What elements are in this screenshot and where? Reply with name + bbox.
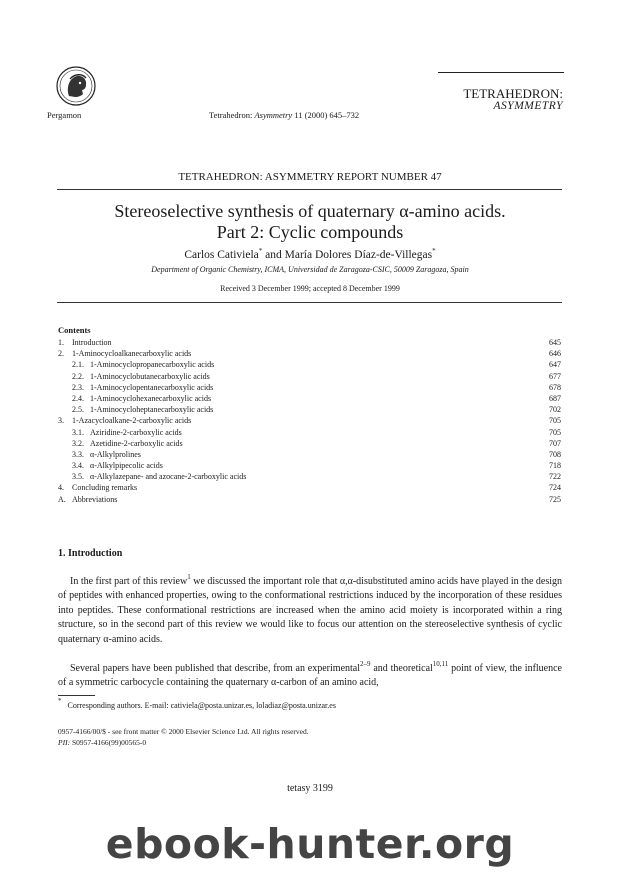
toc-number: 2.2.	[72, 371, 84, 381]
toc-number: 4.	[58, 483, 64, 493]
watermark: ebook-hunter.org	[105, 820, 515, 868]
toc-entry	[58, 371, 561, 382]
toc-page: 687	[549, 393, 561, 403]
toc-page: 725	[549, 494, 561, 504]
toc-number: 1.	[58, 338, 64, 347]
toc-label: 1-Aminocycloalkanecarboxylic acids	[72, 349, 192, 359]
article-title: Stereoselective synthesis of quaternary α-amino acids. Part 2: Cyclic compounds	[114, 201, 506, 242]
toc-number: 3.	[58, 416, 64, 426]
toc-entry	[58, 494, 561, 505]
toc-entry	[58, 404, 561, 415]
report-number: TETRAHEDRON: ASYMMETRY REPORT NUMBER 47	[178, 171, 442, 183]
paragraph: In the first part of this review$^1$ we discussed the important role that α,α-disubstituted amino acids have played in the design of peptides with enhanced properties, owing to the conformational restrictions induced by the incorporation of these residues into peptides. These conformational restrictions are increased when the amino acid moiety is incorporated within a ring structure, so in the second part of this review we would like to focus our attention on the stereoselective synthesis of cyclic quaternary α-amino acids.	[58, 573, 563, 645]
toc-label: α-Alkylpipecolic acids	[90, 461, 163, 471]
toc-label: 1-Azacycloalkane-2-carboxylic acids	[72, 416, 192, 426]
toc-entry	[58, 449, 561, 460]
toc-number: 3.5.	[72, 472, 84, 482]
toc-number: 3.2.	[72, 438, 84, 448]
toc-number: 3.4.	[72, 461, 84, 471]
toc-number: 2.1.	[72, 360, 84, 370]
toc-page: 677	[549, 371, 561, 381]
toc-number: 2.4.	[72, 393, 84, 403]
toc-number: 3.1.	[72, 427, 84, 437]
pergamon-logo	[56, 66, 96, 106]
journal-rule	[438, 72, 564, 73]
toc-entry	[58, 382, 561, 393]
toc-page: 647	[549, 360, 561, 370]
toc-number: 2.3.	[72, 382, 84, 392]
table-of-contents	[58, 337, 561, 505]
toc-label: α-Alkylprolines	[90, 449, 141, 459]
affiliation: Department of Organic Chemistry, ICMA, Universidad de Zaragoza-CSIC, 50009 Zaragoza, Spain	[151, 265, 469, 274]
toc-page: 705	[549, 416, 561, 426]
divider	[57, 189, 562, 190]
journal-citation: Tetrahedron: Asymmetry 11 (2000) 645–732	[209, 110, 360, 120]
toc-label: Concluding remarks	[72, 483, 138, 493]
footnote: * Corresponding authors. E-mail: cativiela@posta.unizar.es, loladiaz@posta.unizar.es	[58, 697, 336, 710]
toc-page: 702	[549, 405, 561, 415]
toc-page: 645	[549, 338, 561, 347]
toc-page: 722	[549, 472, 561, 482]
toc-page: 707	[549, 438, 561, 448]
toc-page: 718	[549, 461, 561, 471]
toc-entry	[58, 427, 561, 438]
received-dates: Received 3 December 1999; accepted 8 December 1999	[220, 284, 400, 293]
toc-label: Azetidine-2-carboxylic acids	[90, 438, 183, 448]
toc-page: 678	[549, 382, 561, 392]
divider	[57, 302, 562, 303]
toc-entry	[58, 438, 561, 449]
document-code: tetasy 3199	[287, 783, 333, 794]
toc-entry	[58, 482, 561, 493]
toc-label: 1-Aminocyclobutanecarboxylic acids	[90, 371, 210, 381]
toc-entry	[58, 348, 561, 359]
toc-entry	[58, 359, 561, 370]
toc-page: 708	[549, 449, 561, 459]
footnote-rule	[58, 695, 95, 696]
toc-label: 1-Aminocyclohexanecarboxylic acids	[90, 393, 212, 403]
contents-heading: Contents	[58, 325, 91, 335]
toc-page: 646	[549, 349, 561, 359]
toc-page: 724	[549, 483, 561, 493]
toc-page: 705	[549, 427, 561, 437]
toc-number: A.	[58, 494, 66, 504]
toc-entry	[58, 337, 561, 348]
publisher-name: Pergamon	[47, 110, 82, 120]
toc-label: 1-Aminocycloheptanecarboxylic acids	[90, 405, 214, 415]
copyright-info: 0957-4166/00/$ - see front matter © 2000 Elsevier Science Ltd. All rights reserved. PII: S0957-4166(99)00565-0	[58, 727, 309, 747]
toc-number: 3.3.	[72, 449, 84, 459]
toc-label: 1-Aminocyclopropanecarboxylic acids	[90, 360, 215, 370]
toc-entry	[58, 471, 561, 482]
paragraph: Several papers have been published that describe, from an experimental$^{2-9}$ and theoretical$^{10,11}$ point of view, the influence of a symmetric carbocycle containing the quaternary α-carbon of an amino acid,	[58, 660, 562, 689]
toc-entry	[58, 460, 561, 471]
toc-entry	[58, 393, 561, 404]
toc-number: 2.	[58, 349, 64, 359]
toc-entry	[58, 415, 561, 426]
author-list: Carlos Cativiela* and María Dolores Díaz-de-Villegas*	[184, 247, 436, 261]
journal-name: TETRAHEDRON: ASYMMETRY	[463, 86, 563, 112]
toc-label: Aziridine-2-carboxylic acids	[90, 427, 182, 437]
section-heading: 1. Introduction	[58, 548, 123, 559]
toc-label: 1-Aminocyclopentanecarboxylic acids	[90, 382, 214, 392]
toc-label: α-Alkylazepane- and azocane-2-carboxylic acids	[90, 472, 247, 482]
toc-number: 2.5.	[72, 405, 84, 415]
toc-label: Introduction	[72, 338, 112, 347]
toc-label: Abbreviations	[72, 494, 118, 504]
